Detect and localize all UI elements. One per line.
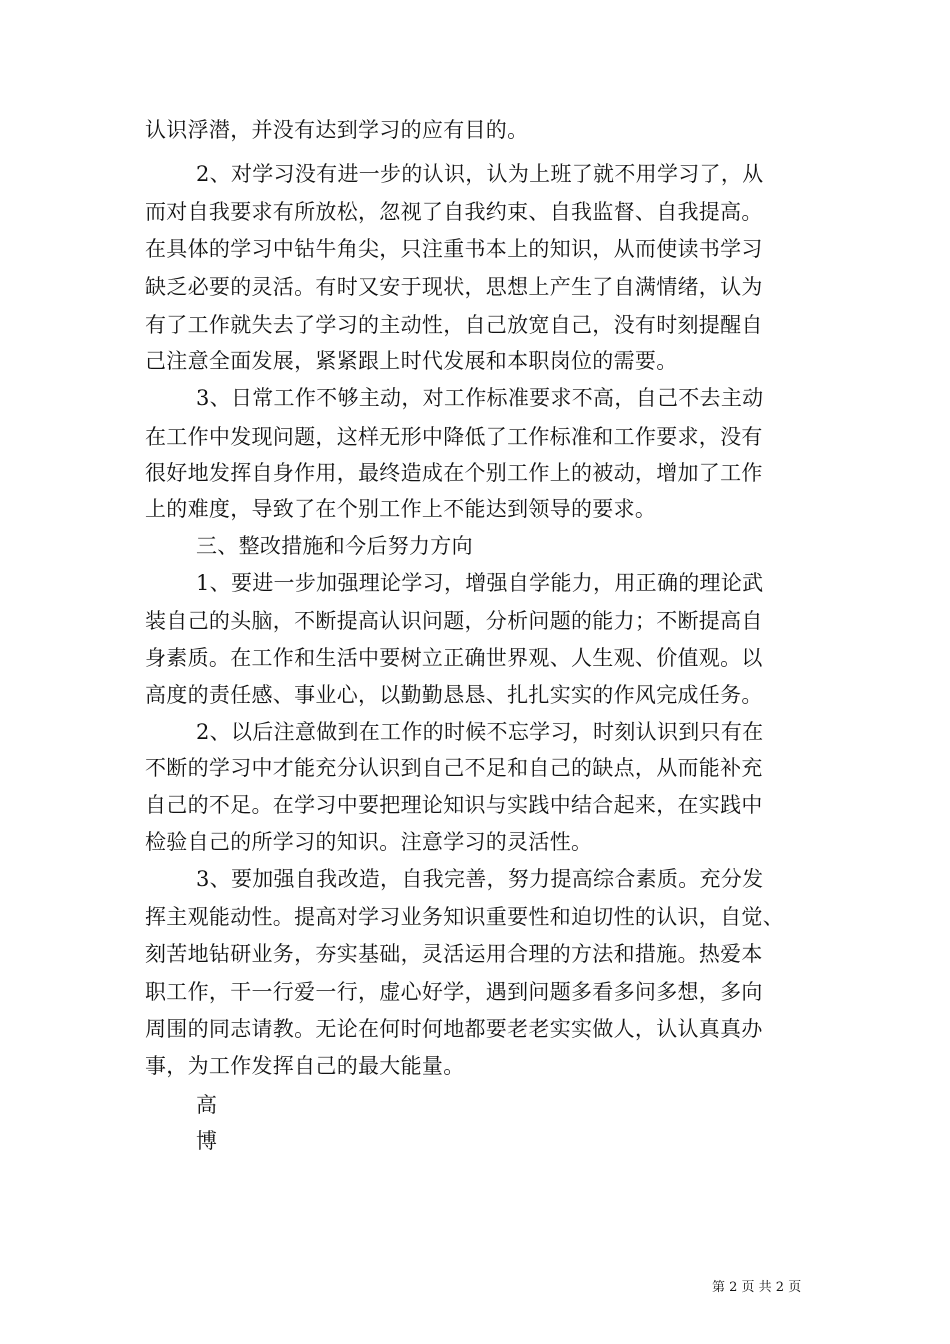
signature-char: 博 [196, 1129, 218, 1153]
text-line: 3、要加强自我改造，自我完善，努力提高综合素质。充分发 [196, 867, 764, 891]
text-line: 2、对学习没有进一步的认识，认为上班了就不用学习了，从 [196, 162, 764, 186]
text-line: 在具体的学习中钻牛角尖，只注重书本上的知识，从而使读书学习 [145, 237, 763, 261]
section-heading: 三、整改措施和今后努力方向 [196, 534, 473, 558]
text-line: 高度的责任感、事业心，以勤勤恳恳、扎扎实实的作风完成任务。 [145, 683, 763, 707]
text-line: 身素质。在工作和生活中要树立正确世界观、人生观、价值观。以 [145, 646, 763, 670]
text-line: 不断的学习中才能充分认识到自己不足和自己的缺点，从而能补充 [145, 756, 763, 780]
text-line: 周围的同志请教。无论在何时何地都要老老实实做人，认认真真办 [145, 1017, 763, 1041]
text-line: 很好地发挥自身作用，最终造成在个别工作上的被动，增加了工作 [145, 461, 763, 485]
text-line: 检验自己的所学习的知识。注意学习的灵活性。 [145, 830, 593, 854]
text-line: 认识浮潜，并没有达到学习的应有目的。 [145, 118, 529, 142]
text-line: 装自己的头脑，不断提高认识问题，分析问题的能力；不断提高自 [145, 609, 763, 633]
text-line: 挥主观能动性。提高对学习业务知识重要性和迫切性的认识，自觉、 [145, 905, 784, 929]
signature-char: 高 [196, 1093, 218, 1117]
text-line: 上的难度，导致了在个别工作上不能达到领导的要求。 [145, 497, 657, 521]
text-line: 有了工作就失去了学习的主动性，自己放宽自己，没有时刻提醒自 [145, 313, 763, 337]
text-line: 事，为工作发挥自己的最大能量。 [145, 1054, 465, 1078]
text-line: 1、要进一步加强理论学习，增强自学能力，用正确的理论武 [196, 571, 764, 595]
text-line: 职工作，干一行爱一行，虚心好学，遇到问题多看多问多想，多向 [145, 980, 763, 1004]
text-line: 刻苦地钻研业务，夯实基础，灵活运用合理的方法和措施。热爱本 [145, 942, 763, 966]
text-line: 己注意全面发展，紧紧跟上时代发展和本职岗位的需要。 [145, 349, 678, 373]
text-line: 在工作中发现问题，这样无形中降低了工作标准和工作要求，没有 [145, 425, 763, 449]
text-line: 2、以后注意做到在工作的时候不忘学习，时刻认识到只有在 [196, 720, 764, 744]
text-line: 3、日常工作不够主动，对工作标准要求不高，自己不去主动 [196, 386, 764, 410]
text-line: 缺乏必要的灵活。有时又安于现状，思想上产生了自满情绪，认为 [145, 275, 763, 299]
text-line: 自己的不足。在学习中要把理论知识与实践中结合起来，在实践中 [145, 793, 763, 817]
text-line: 而对自我要求有所放松，忽视了自我约束、自我监督、自我提高。 [145, 200, 763, 224]
page-indicator: 第 2 页 共 2 页 [712, 1280, 802, 1295]
